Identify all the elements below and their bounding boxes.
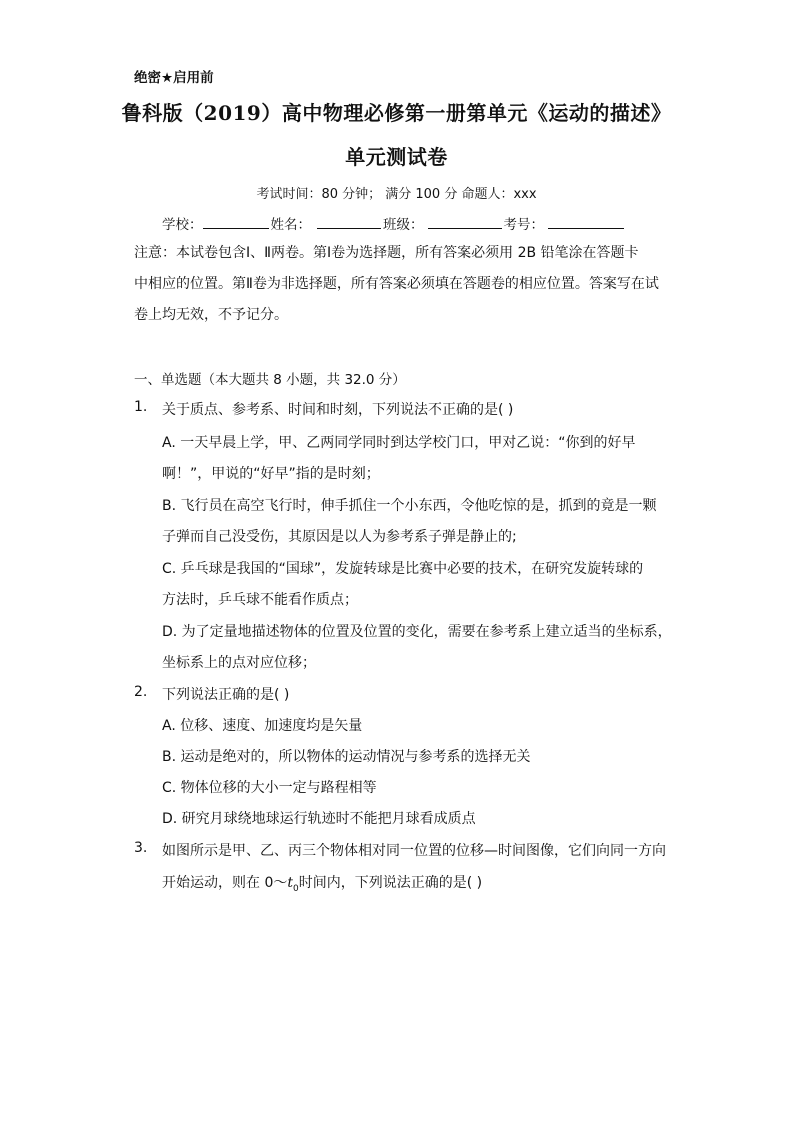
option-b[interactable]: B. 飞行员在高空飞行时，伸手抓住一个小东西，令他吃惊的是，抓到的竟是一颗 xyxy=(162,498,657,514)
time-subscript: 0 xyxy=(293,883,299,894)
option-b-continued: 子弹而自己没受伤，其原因是以人为参考系子弹是静止的; xyxy=(162,529,517,545)
notice-line-2: 中相应的位置。第Ⅱ卷为非选择题，所有答案必须填在答题卷的相应位置。答案写在试 xyxy=(134,276,659,292)
number-blank[interactable] xyxy=(548,214,624,229)
option-c[interactable]: C. 物体位移的大小一定与路程相等 xyxy=(162,780,377,796)
option-d[interactable]: D. 研究月球绕地球运行轨迹时不能把月球看成质点 xyxy=(162,811,476,827)
exam-subtitle: 单元测试卷 xyxy=(345,145,448,169)
notice-line-1: 注意：本试卷包含Ⅰ、Ⅱ两卷。第Ⅰ卷为选择题，所有答案必须用 2B 铅笔涂在答题卡 xyxy=(134,245,639,261)
question-stem: 如图所示是甲、乙、丙三个物体相对同一位置的位移—时间图像，它们向同一方向 xyxy=(162,843,666,859)
option-b[interactable]: B. 运动是绝对的，所以物体的运动情况与参考系的选择无关 xyxy=(162,749,531,765)
option-a-continued: 啊！”，甲说的“好早”指的是时刻； xyxy=(162,466,380,482)
class-blank[interactable] xyxy=(428,214,502,229)
name-blank[interactable] xyxy=(317,214,381,229)
secret-mark: 绝密★启用前 xyxy=(134,70,214,86)
question-number: 1. xyxy=(134,399,148,415)
exam-title: 鲁科版（2019）高中物理必修第一册第单元《运动的描述》 xyxy=(121,101,672,125)
class-label: 班级： xyxy=(383,217,424,233)
option-c-continued: 方法时，乒乓球不能看作质点； xyxy=(162,592,358,608)
student-info-fields xyxy=(162,213,626,233)
option-d-continued: 坐标系上的点对应位移； xyxy=(162,655,316,671)
time-variable: t xyxy=(287,875,293,891)
option-d[interactable]: D. 为了定量地描述物体的位置及位置的变化，需要在参考系上建立适当的坐标系， xyxy=(162,624,672,640)
question-stem-continued xyxy=(162,872,482,894)
option-c[interactable]: C. 乒乓球是我国的“国球”，发旋转球是比赛中必要的技术，在研究发旋转球的 xyxy=(162,561,644,577)
question-number: 2. xyxy=(134,684,148,700)
stem-prefix: 开始运动，则在 0～ xyxy=(162,875,288,891)
question-stem: 关于质点、参考系、时间和时刻，下列说法不正确的是( ) xyxy=(162,402,514,418)
exam-info: 考试时间：80 分钟； 满分 100 分 命题人：xxx xyxy=(256,187,537,202)
school-blank[interactable] xyxy=(203,214,269,229)
number-label: 考号： xyxy=(503,217,544,233)
name-label: 姓名： xyxy=(270,217,311,233)
stem-suffix: 时间内，下列说法正确的是( ) xyxy=(298,875,483,891)
section-title: 一、单选题（本大题共 8 小题，共 32.0 分） xyxy=(134,372,406,388)
option-a[interactable]: A. 位移、速度、加速度均是矢量 xyxy=(162,718,363,734)
question-number: 3. xyxy=(134,840,148,856)
notice-line-3: 卷上均无效，不予记分。 xyxy=(134,307,288,323)
school-label: 学校： xyxy=(162,217,203,233)
option-a[interactable]: A. 一天早晨上学，甲、乙两同学同时到达学校门口，甲对乙说：“你到的好早 xyxy=(162,435,636,451)
question-stem: 下列说法正确的是( ) xyxy=(162,687,290,703)
